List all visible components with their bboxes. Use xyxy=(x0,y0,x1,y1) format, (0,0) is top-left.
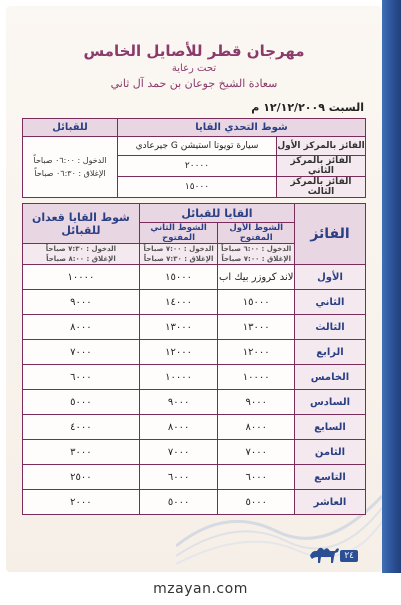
t2-header-sub2: الشوط الثاني المفتوح xyxy=(139,223,218,244)
t2-row xyxy=(23,365,366,390)
t1-row-prize: ٢٠٠٠٠ xyxy=(118,156,277,177)
prizes-table xyxy=(22,203,366,515)
t2-time-3-close: الإغلاق : ٨:٠٠ صباحاً xyxy=(46,255,116,263)
t2-c2: ٥٠٠٠ xyxy=(139,490,218,515)
t2-c1: ١٠٠٠٠ xyxy=(218,365,295,390)
t2-header-winner: الفائز xyxy=(295,204,366,265)
t2-time-1 xyxy=(218,244,295,265)
t1-close-time: الإغلاق : ٠٦:٣٠ صباحاً xyxy=(34,169,106,178)
t2-c2: ١٣٠٠٠ xyxy=(139,315,218,340)
t1-timing xyxy=(23,137,118,198)
site-watermark: mzayan.com xyxy=(0,573,401,605)
t2-place: التاسع xyxy=(295,465,366,490)
t2-place: السادس xyxy=(295,390,366,415)
t2-c3: ٦٠٠٠ xyxy=(23,365,140,390)
t2-time-3-entry: الدخول : ٧:٣٠ صباحاً xyxy=(45,245,117,253)
t2-time-2 xyxy=(139,244,218,265)
t2-c2: ١٥٠٠٠ xyxy=(139,265,218,290)
t2-c2: ١٤٠٠٠ xyxy=(139,290,218,315)
patron-name: سعادة الشيخ جوعان بن حمد آل ثاني xyxy=(110,77,278,90)
t2-place: الأول xyxy=(295,265,366,290)
t1-row-prize: سيارة تويوتا استيشن G جيرعادي xyxy=(118,137,277,156)
t2-row xyxy=(23,490,366,515)
t2-c3: ٤٠٠٠ xyxy=(23,415,140,440)
t2-c3: ١٠٠٠٠ xyxy=(23,265,140,290)
page-spine xyxy=(382,0,401,605)
t2-c2: ٧٠٠٠ xyxy=(139,440,218,465)
t2-c3: ٧٠٠٠ xyxy=(23,340,140,365)
event-date: السبت ١٢/١٢/٢٠٠٩ م xyxy=(251,101,364,114)
t2-place: الثالث xyxy=(295,315,366,340)
t2-c1: ١٢٠٠٠ xyxy=(218,340,295,365)
t2-place: الخامس xyxy=(295,365,366,390)
t2-c2: ١٢٠٠٠ xyxy=(139,340,218,365)
t2-c1: ٦٠٠٠ xyxy=(218,465,295,490)
t2-row xyxy=(23,265,366,290)
t2-row xyxy=(23,440,366,465)
t2-c1: ٧٠٠٠ xyxy=(218,440,295,465)
t2-c1: ٥٠٠٠ xyxy=(218,490,295,515)
t2-time-2-close: الإغلاق : ٧:٣٠ صباحاً xyxy=(143,255,214,263)
page-title: مهرجان قطر للأصايل الخامس xyxy=(83,42,305,60)
t2-row xyxy=(23,340,366,365)
camel-icon xyxy=(308,542,342,564)
t1-header-race: شوط التحدي القايا xyxy=(118,119,366,137)
t2-time-3 xyxy=(23,244,140,265)
t2-c3: ٨٠٠٠ xyxy=(23,315,140,340)
t1-row-label: الفائز بالمركز الثاني xyxy=(277,156,366,177)
t2-c1: ١٥٠٠٠ xyxy=(218,290,295,315)
t2-body xyxy=(23,265,366,515)
t2-c3: ٩٠٠٠ xyxy=(23,290,140,315)
t2-header-group: القايا للقبائل xyxy=(139,204,294,223)
t2-row xyxy=(23,390,366,415)
t2-row xyxy=(23,465,366,490)
t2-c2: ٩٠٠٠ xyxy=(139,390,218,415)
t2-time-2-entry: الدخول : ٧:٠٠ صباحاً xyxy=(143,245,214,253)
t2-place: الثامن xyxy=(295,440,366,465)
t2-c3: ٣٠٠٠ xyxy=(23,440,140,465)
t2-c2: ١٠٠٠٠ xyxy=(139,365,218,390)
t2-place: الرابع xyxy=(295,340,366,365)
t2-c2: ٦٠٠٠ xyxy=(139,465,218,490)
t2-place: الثاني xyxy=(295,290,366,315)
t1-row-label: الفائز بالمركز الأول xyxy=(277,137,366,156)
page-number: ٢٤ xyxy=(340,550,358,562)
t2-row xyxy=(23,315,366,340)
t2-c3: ٢٠٠٠ xyxy=(23,490,140,515)
t2-row xyxy=(23,290,366,315)
t2-place: السابع xyxy=(295,415,366,440)
t2-time-1-entry: الدخول : ٦:٠٠ صباحاً xyxy=(221,245,292,253)
t2-header-last: شوط القايا قعدان للقبائل xyxy=(23,204,140,244)
challenge-race-table xyxy=(22,118,366,198)
t1-entry-time: الدخول : ٠٦:٠٠ صباحاً xyxy=(33,156,107,165)
patron-label: تحت رعاية xyxy=(171,63,217,74)
t2-c2: ٨٠٠٠ xyxy=(139,415,218,440)
t2-header-sub1: الشوط الأول المفتوح xyxy=(218,223,295,244)
t2-c3: ٥٠٠٠ xyxy=(23,390,140,415)
t2-c3: ٢٥٠٠ xyxy=(23,465,140,490)
t2-row xyxy=(23,415,366,440)
t1-row-prize: ١٥٠٠٠ xyxy=(118,177,277,198)
t1-row-label: الفائز بالمركز الثالث xyxy=(277,177,366,198)
t2-time-1-close: الإغلاق : ٧:٠٠ صباحاً xyxy=(221,255,292,263)
t2-c1: لاند كروزر بيك اب xyxy=(218,265,295,290)
t2-c1: ٨٠٠٠ xyxy=(218,415,295,440)
t2-c1: ١٣٠٠٠ xyxy=(218,315,295,340)
t1-header-tribes: للقبائل xyxy=(23,119,118,137)
t2-c1: ٩٠٠٠ xyxy=(218,390,295,415)
document-page xyxy=(6,6,382,572)
t2-place: العاشر xyxy=(295,490,366,515)
